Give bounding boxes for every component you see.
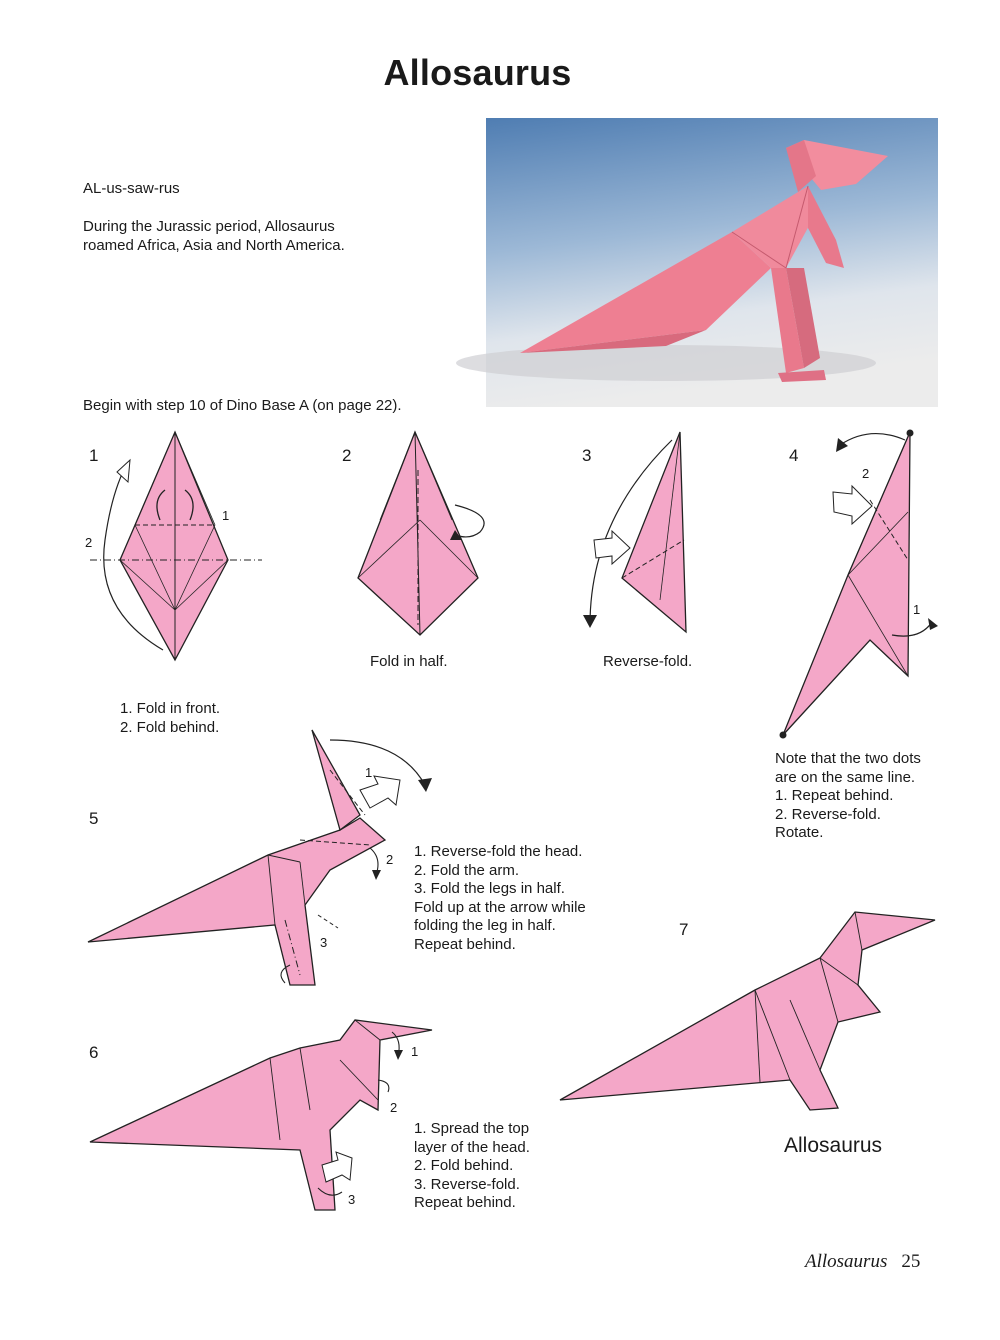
caption-line: Rotate. xyxy=(775,824,824,841)
intro-line: During the Jurassic period, Allosaurus xyxy=(83,218,335,235)
begin-instruction: Begin with step 10 of Dino Base A (on page 22). xyxy=(83,397,402,414)
step-5-number: 5 xyxy=(89,809,99,828)
caption-line: layer of the head. xyxy=(414,1138,530,1156)
caption-line: Repeat behind. xyxy=(414,935,516,953)
page-footer xyxy=(805,1251,920,1273)
step-1-label-1: 1 xyxy=(222,508,230,523)
caption-line: 2. Fold behind. xyxy=(120,718,220,736)
caption-line: 1. Reverse-fold the head. xyxy=(414,843,583,860)
step-4-number: 4 xyxy=(789,446,799,465)
pronunciation: AL-us-saw-rus xyxy=(83,180,180,197)
step-4-label-2: 2 xyxy=(862,466,870,481)
step-4-label-1: 1 xyxy=(913,602,921,617)
caption-line: 1. Repeat behind. xyxy=(775,787,894,804)
step-3-caption: Reverse-fold. xyxy=(603,653,693,670)
step-2-caption: Fold in half. xyxy=(370,653,448,670)
step-6-label-3: 3 xyxy=(348,1192,356,1207)
caption-line: 2. Fold behind. xyxy=(414,1157,514,1174)
step-6-number: 6 xyxy=(89,1043,99,1062)
caption-line: 2. Fold the arm. xyxy=(414,861,520,879)
caption-line: Note that the two dots xyxy=(775,750,921,767)
step-5-label-2: 2 xyxy=(386,852,394,867)
running-title: Allosaurus xyxy=(805,1251,888,1272)
step-6-label-2: 2 xyxy=(390,1100,398,1115)
step-7-number: 7 xyxy=(679,920,689,939)
step-5-label-1: 1 xyxy=(365,765,373,780)
step-1-number: 1 xyxy=(89,446,99,465)
step-3-number: 3 xyxy=(582,446,592,465)
caption-line: 3. Reverse-fold. xyxy=(414,1175,520,1193)
caption-line: folding the leg in half. xyxy=(414,917,556,934)
page-number: 25 xyxy=(901,1251,921,1272)
caption-line: 3. Fold the legs in half. xyxy=(414,880,565,897)
caption-line: 1. Spread the top xyxy=(414,1120,530,1137)
step-2-number: 2 xyxy=(342,446,352,465)
intro-line: roamed Africa, Asia and North America. xyxy=(83,237,345,254)
caption-line: are on the same line. xyxy=(775,768,916,786)
caption-line: 2. Reverse-fold. xyxy=(775,805,881,823)
page-title: Allosaurus xyxy=(383,52,572,93)
caption-line: 1. Fold in front. xyxy=(120,700,221,717)
caption-line: Repeat behind. xyxy=(414,1194,516,1211)
step-6-label-1: 1 xyxy=(411,1044,419,1059)
step-1-label-2: 2 xyxy=(85,535,93,550)
final-model-label: Allosaurus xyxy=(784,1134,883,1157)
caption-line: Fold up at the arrow while xyxy=(414,898,586,916)
step-5-label-3: 3 xyxy=(320,935,328,950)
